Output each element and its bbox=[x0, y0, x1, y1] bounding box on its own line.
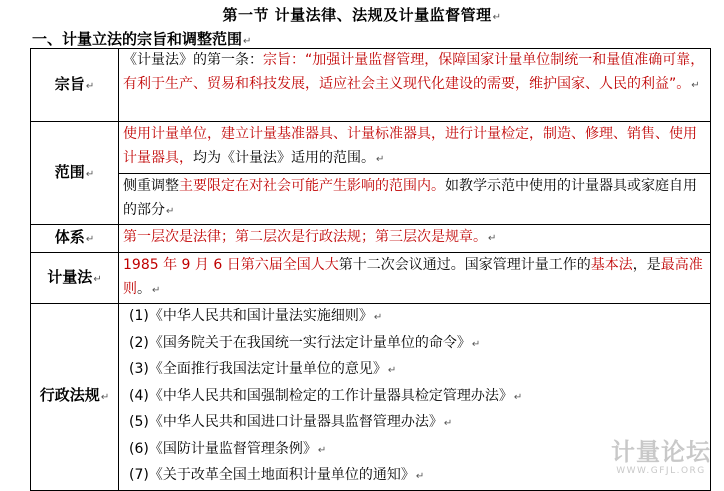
cell-fanwei-scope: 使用计量单位，建立计量基准器具、计量标准器具，进行计量检定，制造、修理、销售、使用计量器具，均为《计量法》适用的范围。↵ bbox=[119, 122, 711, 174]
paragraph-mark: ↵ bbox=[492, 12, 502, 23]
table-row bbox=[31, 225, 711, 253]
section-heading: 一、计量立法的宗旨和调整范围↵ bbox=[32, 30, 252, 48]
list-item: (3)《全面推行我国法定计量单位的意见》↵ bbox=[129, 361, 397, 377]
paragraph-mark: ↵ bbox=[243, 36, 252, 47]
cell-zongzhi: 《计量法》的第一条：宗旨：“加强计量监督管理，保障国家计量单位制统一和量值准确可靠，有利于生产、贸易和科技发展，适应社会主义现代化建设的需要，维护国家、人民的利益”。↵ bbox=[119, 49, 711, 122]
metrology-law-table bbox=[30, 48, 711, 491]
list-item: (5)《中华人民共和国进口计量器具监督管理办法》↵ bbox=[129, 414, 453, 430]
row-label-fanwei: 范围↵ bbox=[31, 122, 119, 225]
site-watermark bbox=[602, 438, 720, 476]
watermark-logo-text: 计量论坛 bbox=[611, 438, 711, 466]
cell-fanwei-focus: 侧重调整主要限定在对社会可能产生影响的范围内。如教学示范中使用的计量器具或家庭自用的部分↵ bbox=[119, 174, 711, 225]
list-item: (6)《国防计量监督管理条例》↵ bbox=[129, 440, 327, 457]
cell-tixi: 第一层次是法律；第二层次是行政法规；第三层次是规章。↵ bbox=[119, 225, 711, 253]
cell-jiliangfa: 1985 年 9 月 6 日第六届全国人大第十二次会议通过。国家管理计量工作的基本法，是最高准则。↵ bbox=[119, 253, 711, 304]
row-label-jiliangfa: 计量法↵ bbox=[31, 253, 119, 304]
row-label-xingzheng: 行政法规↵ bbox=[31, 304, 119, 491]
table-row bbox=[31, 49, 711, 122]
row-label-tixi: 体系↵ bbox=[31, 225, 119, 253]
list-item: (4)《中华人民共和国强制检定的工作计量器具检定管理办法》↵ bbox=[129, 387, 523, 404]
page-title: 第一节 计量法律、法规及计量监督管理↵ bbox=[222, 6, 502, 24]
table-row bbox=[31, 174, 711, 225]
table-row bbox=[31, 122, 711, 174]
list-item: (7)《关于改革全国土地面积计量单位的通知》↵ bbox=[129, 467, 425, 483]
list-item: (1)《中华人民共和国计量法实施细则》↵ bbox=[129, 308, 383, 324]
list-item: (2)《国务院关于在我国统一实行法定计量单位的命令》↵ bbox=[129, 334, 481, 351]
row-label-zongzhi: 宗旨↵ bbox=[31, 49, 119, 122]
watermark-url: WWW.GFJL.ORG bbox=[616, 466, 706, 476]
table-row bbox=[31, 253, 711, 304]
